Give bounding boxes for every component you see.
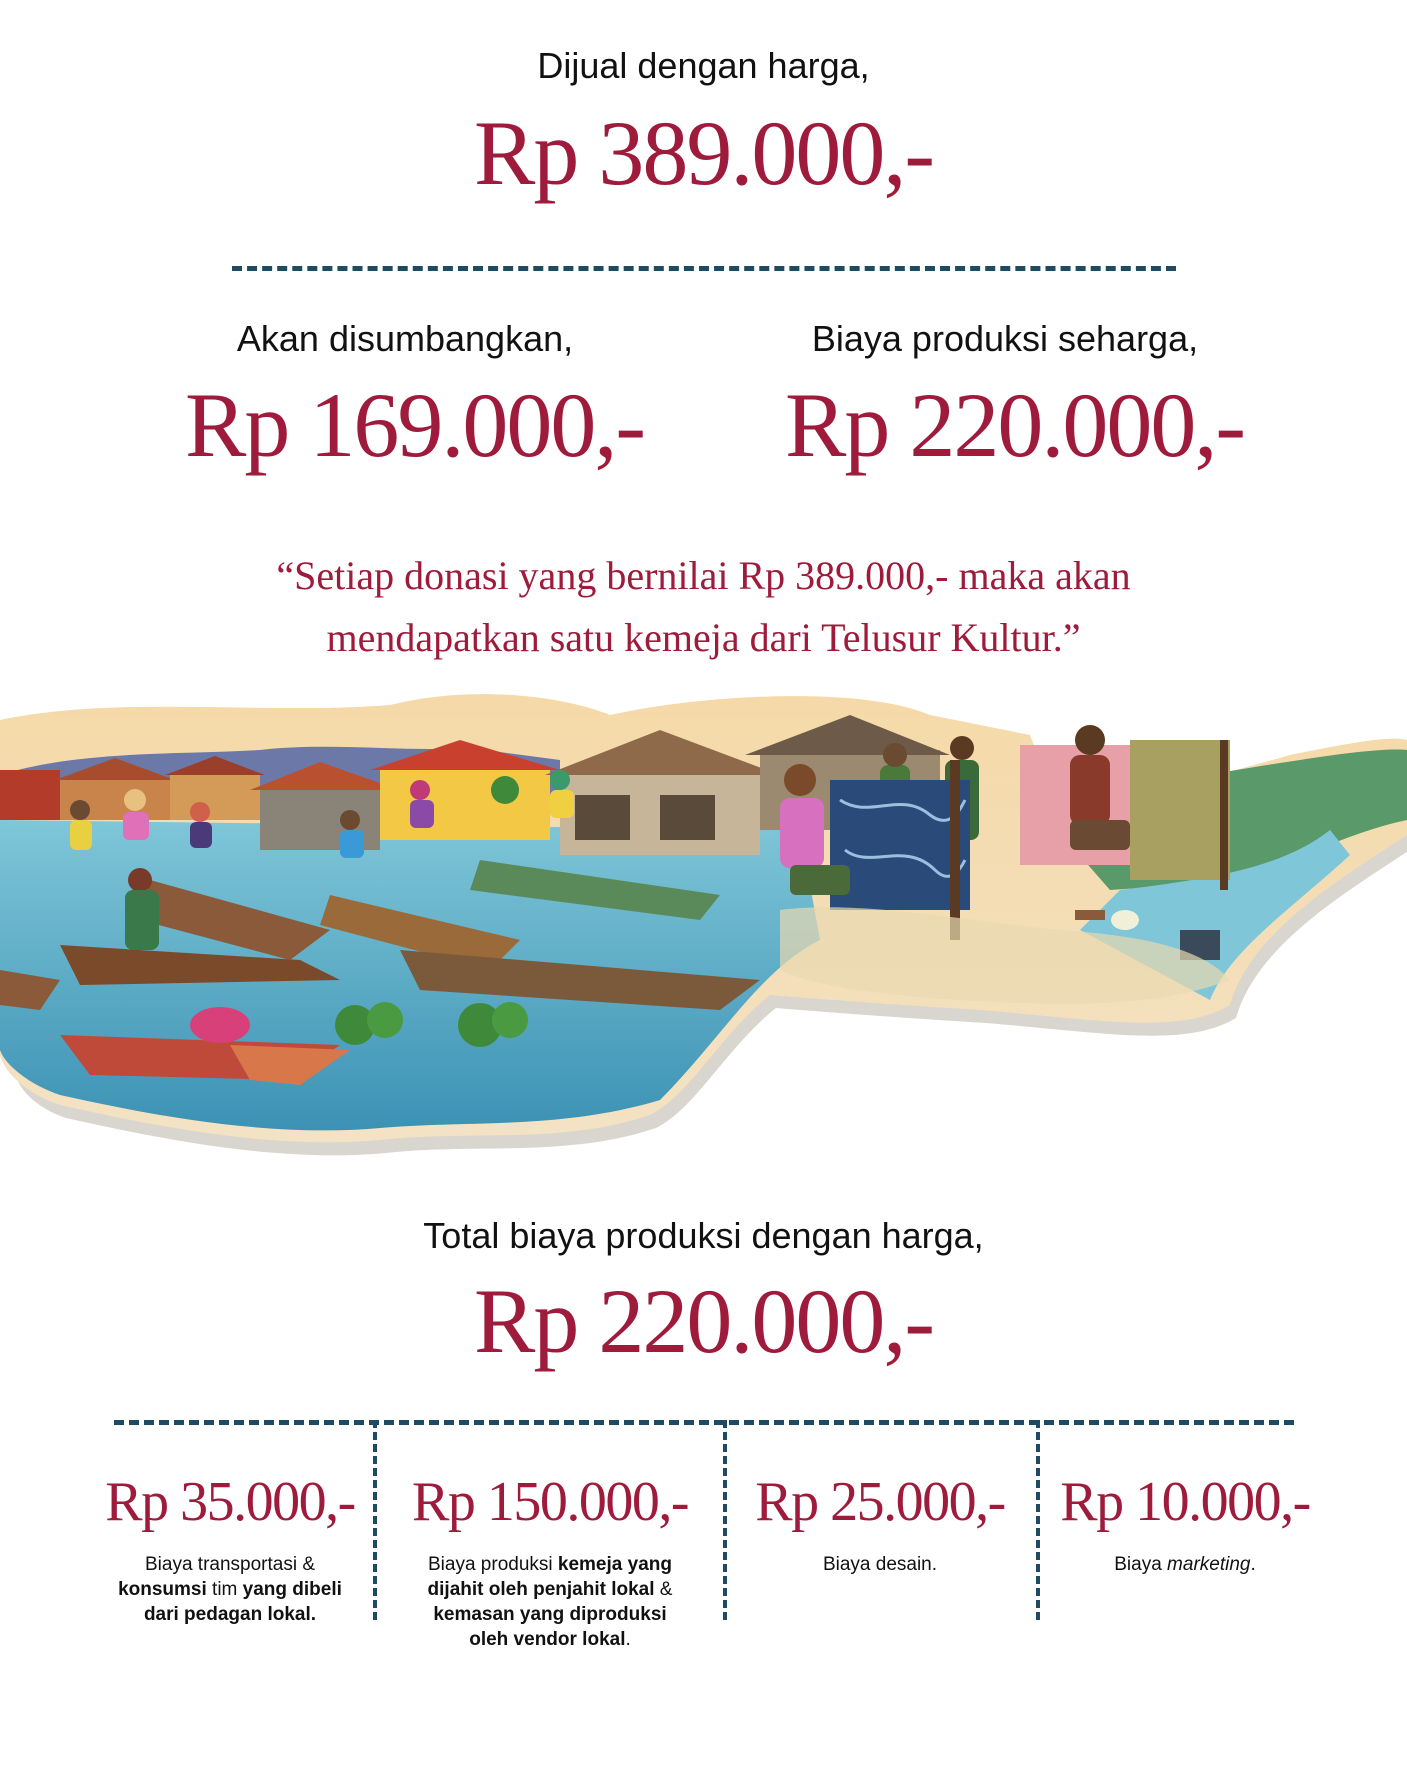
total-label: Total biaya produksi dengan harga, [423,1215,984,1256]
sale-price: Rp 389.000,- [474,102,933,204]
sale-label: Dijual dengan harga, [537,45,870,86]
breakdown-item-transport [95,1470,365,1627]
breakdown-price: Rp 35.000,- [105,1471,355,1533]
breakdown-price: Rp 150.000,- [412,1471,688,1533]
breakdown-item-design [745,1470,1015,1577]
quote-line-1: “Setiap donasi yang bernilai Rp 389.000,- maka akan [276,553,1131,598]
column-divider-2 [723,1420,727,1620]
breakdown-description: Biaya marketing. [1114,1554,1256,1575]
breakdown-description: Biaya desain. [822,1554,938,1575]
donate-price: Rp 169.000,- [185,374,644,476]
breakdown-item-production [400,1470,700,1652]
cost-label: Biaya produksi seharga, [811,318,1199,359]
breakdown-price: Rp 10.000,- [1060,1471,1310,1533]
column-divider-3 [1036,1420,1040,1620]
column-divider-1 [373,1420,377,1620]
quote-line-2: mendapatkan satu kemeja dari Telusur Kultur.” [326,615,1081,660]
floating-market-batik-illustration [0,680,1407,1180]
breakdown-price: Rp 25.000,- [755,1471,1005,1533]
total-price: Rp 220.000,- [474,1270,933,1372]
breakdown-divider [114,1420,1294,1425]
breakdown-item-marketing [1050,1470,1320,1577]
breakdown-description: Biaya transportasi & konsumsi tim yang dibeli dari pedagan lokal. [118,1554,342,1625]
breakdown-description: Biaya produksi kemeja yang dijahit oleh penjahit lokal & kemasan yang diproduksi oleh vendor lokal. [427,1554,673,1650]
top-divider [232,266,1176,271]
cost-price: Rp 220.000,- [785,374,1244,476]
donation-quote [0,545,1407,669]
donate-label: Akan disumbangkan, [236,318,574,359]
